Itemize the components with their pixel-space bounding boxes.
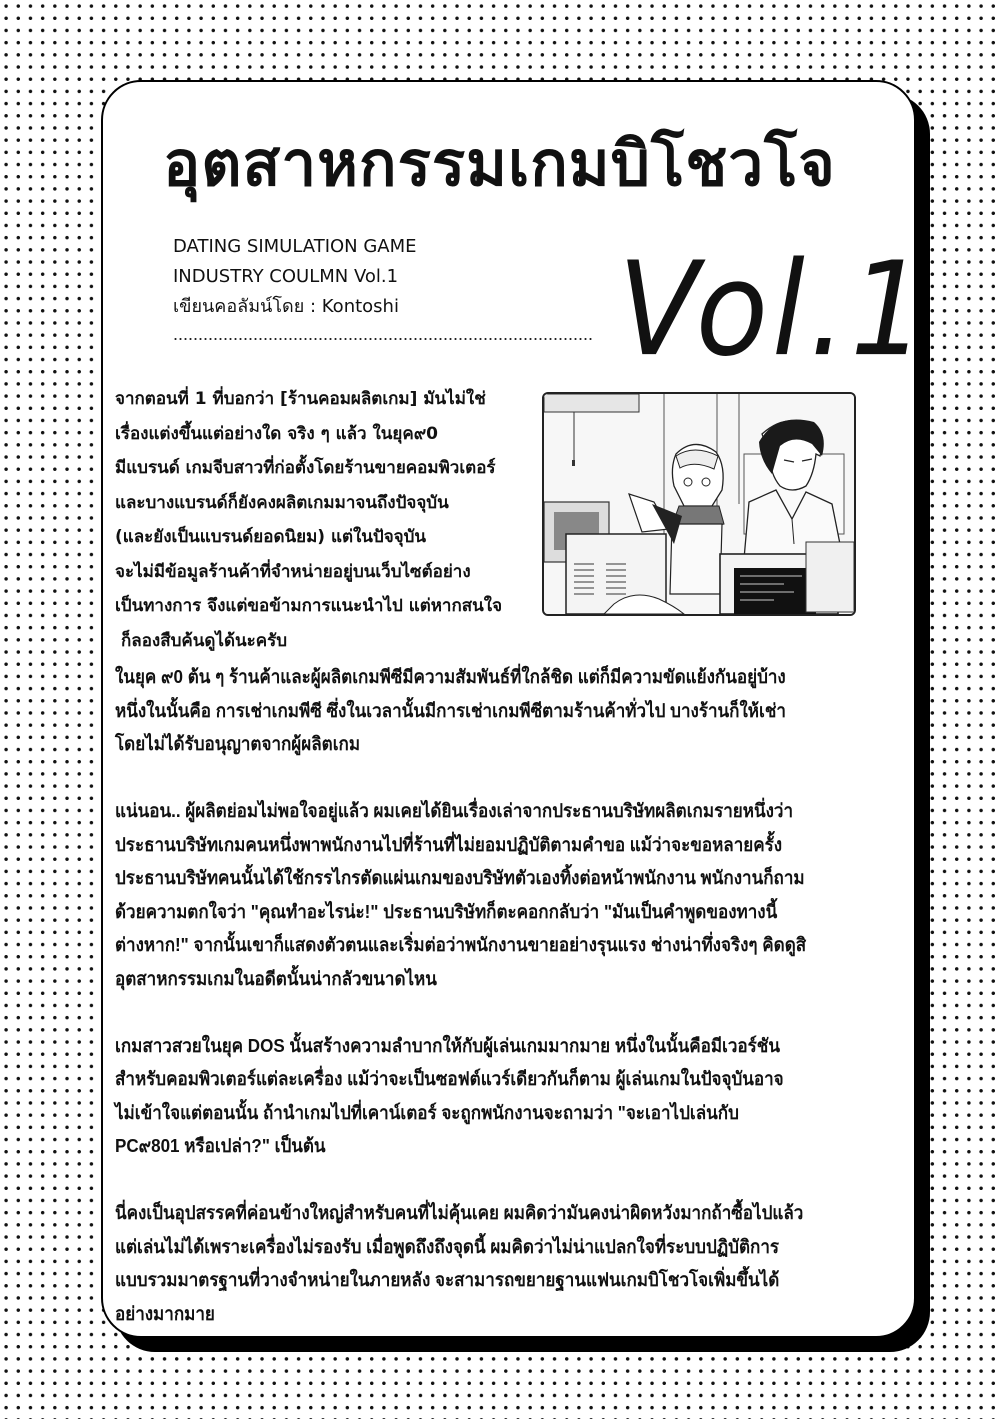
paragraph-line: สำหรับคอมพิวเตอร์แต่ละเครื่อง แม้ว่าจะเป็นซอฟต์แวร์เดียวกันก็ตาม ผู้เล่นเกมในปัจจุบันอาจ <box>115 1068 784 1089</box>
paragraph-line: ประธานบริษัทคนนั้นได้ใช้กรรไกรตัดแผ่นเกมของบริษัทตัวเองทิ้งต่อหน้าพนักงาน พนักงานก็ถาม <box>115 867 805 888</box>
paragraph-line: แน่นอน.. ผู้ผลิตย่อมไม่พอใจอยู่แล้ว ผมเคยได้ยินเรื่องเล่าจากประธานบริษัทผลิตเกมรายหนึ่งว่า <box>115 800 794 821</box>
column-panel <box>101 80 930 1338</box>
paragraph-conclusion <box>115 1196 851 1330</box>
paragraph-line: ไม่เข้าใจแต่ตอนนั้น ถ้านำเกมไปที่เคาน์เตอร์ จะถูกพนักงานจะถามว่า "จะเอาไปเล่นกับ <box>115 1101 739 1123</box>
paragraph-line: PC๙801 หรือเปล่า?" เป็นต้น <box>115 1135 326 1156</box>
intro-line: จากตอนที่ 1 ที่บอกว่า [ร้านคอมผลิตเกม] มันไม่ใช่ <box>115 389 486 409</box>
intro-line: (และยังเป็นแบรนด์ยอดนิยม) แต่ในปัจจุบัน <box>115 527 427 547</box>
intro-line: เรื่องแต่งขึ้นแต่อย่างใด จริง ๆ แล้ว ในยุค๙0 <box>115 423 438 444</box>
paragraph-line: เกมสาวสวยในยุค DOS นั้นสร้างความลำบากให้กับผู้เล่นเกมมากมาย หนึ่งในนั้นคือมีเวอร์ชัน <box>115 1034 780 1056</box>
subtitle-block <box>173 232 417 322</box>
intro-line: มีแบรนด์ เกมจีบสาวที่ก่อตั้งโดยร้านขายคอมพิวเตอร์ <box>115 458 496 478</box>
page-title: อุตสาหกรรมเกมบิโชวโจ <box>163 127 836 200</box>
subtitle-line-2: INDUSTRY COULMN Vol.1 <box>173 266 399 287</box>
paragraph-line: อุตสาหกรรมเกมในอดีตนั้นน่ากลัวขนาดไหน <box>115 967 437 989</box>
paragraph-line: แบบรวมมาตรฐานที่วางจำหน่ายในภายหลัง จะสามารถขยายฐานแฟนเกมบิโชวโจเพิ่มขึ้นได้ <box>115 1269 780 1290</box>
paragraph-line: แต่เล่นไม่ได้เพราะเครื่องไม่รองรับ เมื่อพูดถึงถึงจุดนี้ ผมคิดว่าไม่น่าแปลกใจที่ระบบปฏิบัติการ <box>115 1235 780 1257</box>
author-credit: เขียนคอลัมน์โดย : Kontoshi <box>173 296 399 317</box>
paragraph-line: อย่างมากมาย <box>115 1302 215 1324</box>
manga-illustration <box>542 392 856 616</box>
paragraph-line: ด้วยความตกใจว่า "คุณทำอะไรน่ะ!" ประธานบริษัทก็ตะคอกกลับว่า "มันเป็นคำพูดของทางนี้ <box>115 900 778 922</box>
intro-line: เป็นทางการ จึงแต่ขอข้ามการแนะนำไป แต่หากสนใจ <box>115 596 503 616</box>
intro-line: และบางแบรนด์ก็ยังคงผลิตเกมมาจนถึงปัจจุบัน <box>115 492 449 513</box>
volume-label: Vol.1 <box>618 233 930 385</box>
paragraph-line: ประธานบริษัทเกมคนหนึ่งพาพนักงานไปที่ร้านที่ไม่ยอมปฏิบัติตามคำขอ แม้ว่าจะขอหลายครั้ง <box>115 833 783 855</box>
article-body <box>115 660 851 1364</box>
intro-line: ก็ลองสืบค้นดูได้นะครับ <box>121 630 288 651</box>
subtitle-line-1: DATING SIMULATION GAME <box>173 236 417 257</box>
paragraph-company-president <box>115 794 851 995</box>
paragraph-line: ในยุค ๙0 ต้น ๆ ร้านค้าและผู้ผลิตเกมพีซีมีความสัมพันธ์ที่ใกล้ชิด แต่ก็มีความขัดแย้งกันอยู่บ้าง <box>115 666 786 687</box>
illustration-art-icon <box>544 394 854 614</box>
paragraph-dos-era <box>115 1029 851 1163</box>
paragraph-line: หนึ่งในนั้นคือ การเช่าเกมพีซี ซึ่งในเวลานั้นมีการเช่าเกมพีซีตามร้านค้าทั่วไป บางร้านก็ให้เช่า <box>115 699 786 721</box>
paragraph-line: โดยไม่ได้รับอนุญาตจากผู้ผลิตเกม <box>115 733 361 754</box>
paragraph-line: นี่คงเป็นอุปสรรคที่ค่อนข้างใหญ่สำหรับคนที่ไม่คุ้นเคย ผมคิดว่ามันคงน่าผิดหวังมากถ้าซื้อไปแล้ว <box>115 1202 804 1223</box>
paragraph-line: ต่างหาก!" จากนั้นเขาก็แสดงตัวตนและเริ่มต่อว่าพนักงานขายอย่างรุนแรง ช่างน่าทึ่งจริงๆ คิดดูสิ <box>115 934 807 955</box>
intro-paragraph <box>115 382 545 658</box>
intro-line: จะไม่มีข้อมูลร้านค้าที่จำหน่ายอยู่บนเว็บไซต์อย่าง <box>115 561 471 582</box>
dotted-divider <box>173 338 593 340</box>
paragraph-pc-rental <box>115 660 851 761</box>
